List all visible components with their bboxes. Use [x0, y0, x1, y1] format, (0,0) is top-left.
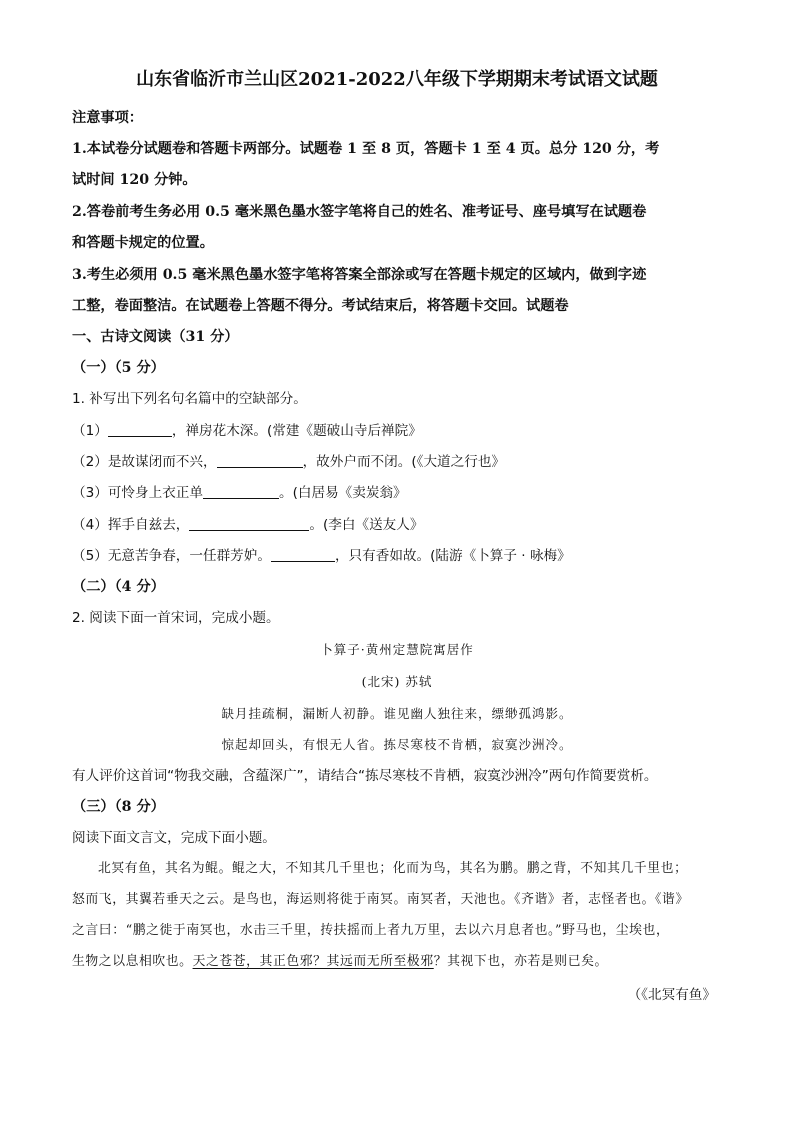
text-source: （《北冥有鱼》 [627, 987, 716, 1003]
question-2-prompt: 有人评价这首词“物我交融，含蕴深广”，请结合“拣尽寒枝不肯栖，寂寞沙洲冷”两句作简要赏析。 [72, 768, 658, 784]
part-1-heading: （一）（5 分） [72, 360, 165, 376]
notice-item-2-cont: 和答题卡规定的位置。 [72, 235, 214, 251]
fill-item-5-post: ，只有香如故。(陆游《卜算子 · 咏梅》 [334, 548, 571, 564]
notice-item-1-cont: 试时间 120 分钟。 [72, 172, 197, 188]
fill-item-1 [72, 421, 422, 441]
answer-blank-2[interactable] [217, 453, 303, 468]
fill-item-3 [72, 483, 407, 503]
fill-item-2-post: ，故外户而不闭。(《大道之行也》 [302, 454, 506, 470]
poem-line-1: 缺月挂疏桐，漏断人初静。谁见幽人独往来，缥缈孤鸿影。 [221, 706, 573, 721]
fill-item-5-pre: （5）无意苦争春，一任群芳妒。 [72, 548, 271, 564]
classical-text-line-4-start: 生物之以息相吹也。 [72, 954, 193, 969]
underlined-sentence: 天之苍苍，其正色邪？其远而无所至极邪 [192, 954, 434, 969]
classical-text-line-4 [72, 952, 608, 972]
fill-item-4 [72, 515, 423, 535]
fill-item-2-pre: （2）是故谋闭而不兴， [72, 454, 217, 470]
classical-text-line-3: 之言曰：“鹏之徙于南冥也，水击三千里，抟扶摇而上者九万里，去以六月息者也。”野马也，尘埃也， [72, 923, 670, 938]
section-1-heading: 一、古诗文阅读（31 分） [72, 329, 239, 345]
notice-item-1: 1.本试卷分试题卷和答题卡两部分。试题卷 1 至 8 页，答题卡 1 至 4 页。总分 120 分，考 [72, 141, 660, 157]
fill-item-3-pre: （3）可怜身上衣正单 [72, 485, 203, 501]
fill-item-2 [72, 452, 505, 472]
poem-author: (北宋) 苏轼 [361, 674, 433, 689]
question-1: 1. 补写出下列名句名篇中的空缺部分。 [72, 391, 307, 407]
question-2: 2. 阅读下面一首宋词，完成小题。 [72, 610, 280, 626]
part-2-heading: （二）（4 分） [72, 579, 165, 595]
answer-blank-1[interactable] [108, 422, 172, 437]
answer-blank-5[interactable] [271, 547, 335, 562]
classical-text-line-2: 怒而飞，其翼若垂天之云。是鸟也，海运则将徙于南冥。南冥者，天池也。《齐谐》者，志怪者也。《谐》 [72, 892, 689, 907]
poem-line-2: 惊起却回头，有恨无人省。拣尽寒枝不肯栖，寂寞沙洲冷。 [221, 737, 573, 752]
fill-item-3-post: 。(白居易《卖炭翁》 [279, 485, 407, 501]
part-3-heading: （三）（8 分） [72, 799, 165, 815]
fill-item-4-pre: （4）挥手自兹去， [72, 517, 190, 533]
answer-blank-4[interactable] [189, 516, 309, 531]
classical-text-line-4-end: ？其视下也，亦若是则已矣。 [433, 954, 608, 969]
fill-item-1-pre: （1） [72, 423, 108, 439]
notice-item-3-cont: 工整，卷面整洁。在试题卷上答题不得分。考试结束后，将答题卡交回。试题卷 [72, 298, 569, 314]
poem-title: 卜算子·黄州定慧院寓居作 [320, 642, 474, 657]
classical-text-line-1: 北冥有鱼，其名为鲲。鲲之大，不知其几千里也；化而为鸟，其名为鹏。鹏之背，不知其几千里也； [98, 861, 688, 876]
fill-item-4-post: 。(李白《送友人》 [309, 517, 424, 533]
page-title: 山东省临沂市兰山区2021-2022八年级下学期期末考试语文试题 [136, 69, 658, 90]
notice-item-3: 3.考生必须用 0.5 毫米黑色墨水签字笔将答案全部涂或写在答题卡规定的区域内，做到字迹 [72, 267, 647, 283]
notice-item-2: 2.答卷前考生务必用 0.5 毫米黑色墨水签字笔将自己的姓名、准考证号、座号填写在试题卷 [72, 204, 647, 220]
part-3-intro: 阅读下面文言文，完成下面小题。 [72, 830, 276, 846]
fill-item-5 [72, 546, 571, 566]
fill-item-1-post: ，禅房花木深。(常建《题破山寺后禅院》 [171, 423, 422, 439]
answer-blank-3[interactable] [203, 484, 279, 499]
notice-heading: 注意事项： [72, 110, 143, 126]
